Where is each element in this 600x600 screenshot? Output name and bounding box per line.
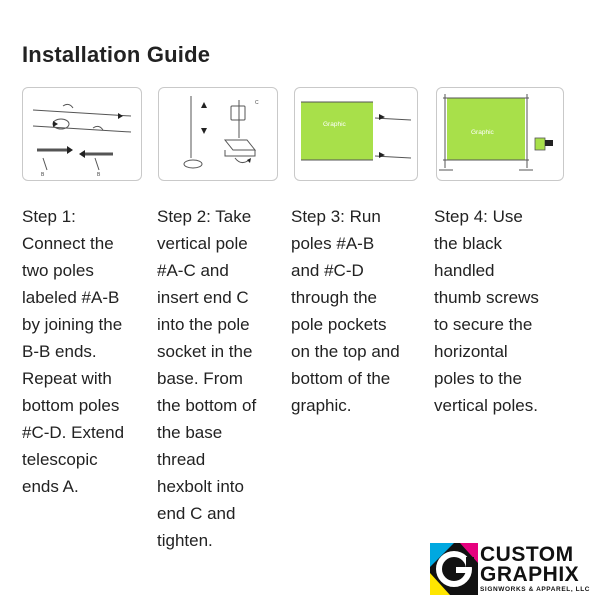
step-4-text: Step 4: Use the black handled thumb screws to secure the horizontal poles to the vertical poles.	[434, 207, 539, 415]
graphic-label: Graphic	[323, 121, 346, 128]
svg-text:B: B	[97, 172, 101, 178]
logo-tagline: SIGNWORKS & APPAREL, LLC	[480, 586, 591, 593]
logo-line2: GRAPHIX	[480, 563, 580, 586]
step-1-text: Step 1: Connect the two poles labeled #A-B by joining the B-B ends. Repeat with bottom poles #C-D. Extend telescopic ends A.	[22, 207, 125, 496]
company-logo	[430, 543, 592, 595]
page-title: Installation Guide	[22, 42, 211, 67]
svg-text:B: B	[41, 172, 45, 178]
step-3-illustration	[294, 87, 418, 181]
step-2-illustration	[158, 87, 278, 181]
step-1-illustration	[22, 87, 142, 181]
step-4-illustration	[436, 87, 564, 181]
svg-text:C: C	[255, 100, 259, 106]
step-2-text: Step 2: Take vertical pole #A-C and insert end C into the pole socket in the base. From the bottom of the base thread hexbolt into end C and tighten.	[157, 207, 257, 550]
logo-line1: CUSTOM	[480, 543, 574, 566]
step-3-text: Step 3: Run poles #A-B and #C-D through the pole pockets on the top and bottom of the graphic.	[291, 207, 400, 415]
logo-mark-icon	[430, 543, 478, 595]
graphic-label-assembled: Graphic	[471, 129, 494, 136]
